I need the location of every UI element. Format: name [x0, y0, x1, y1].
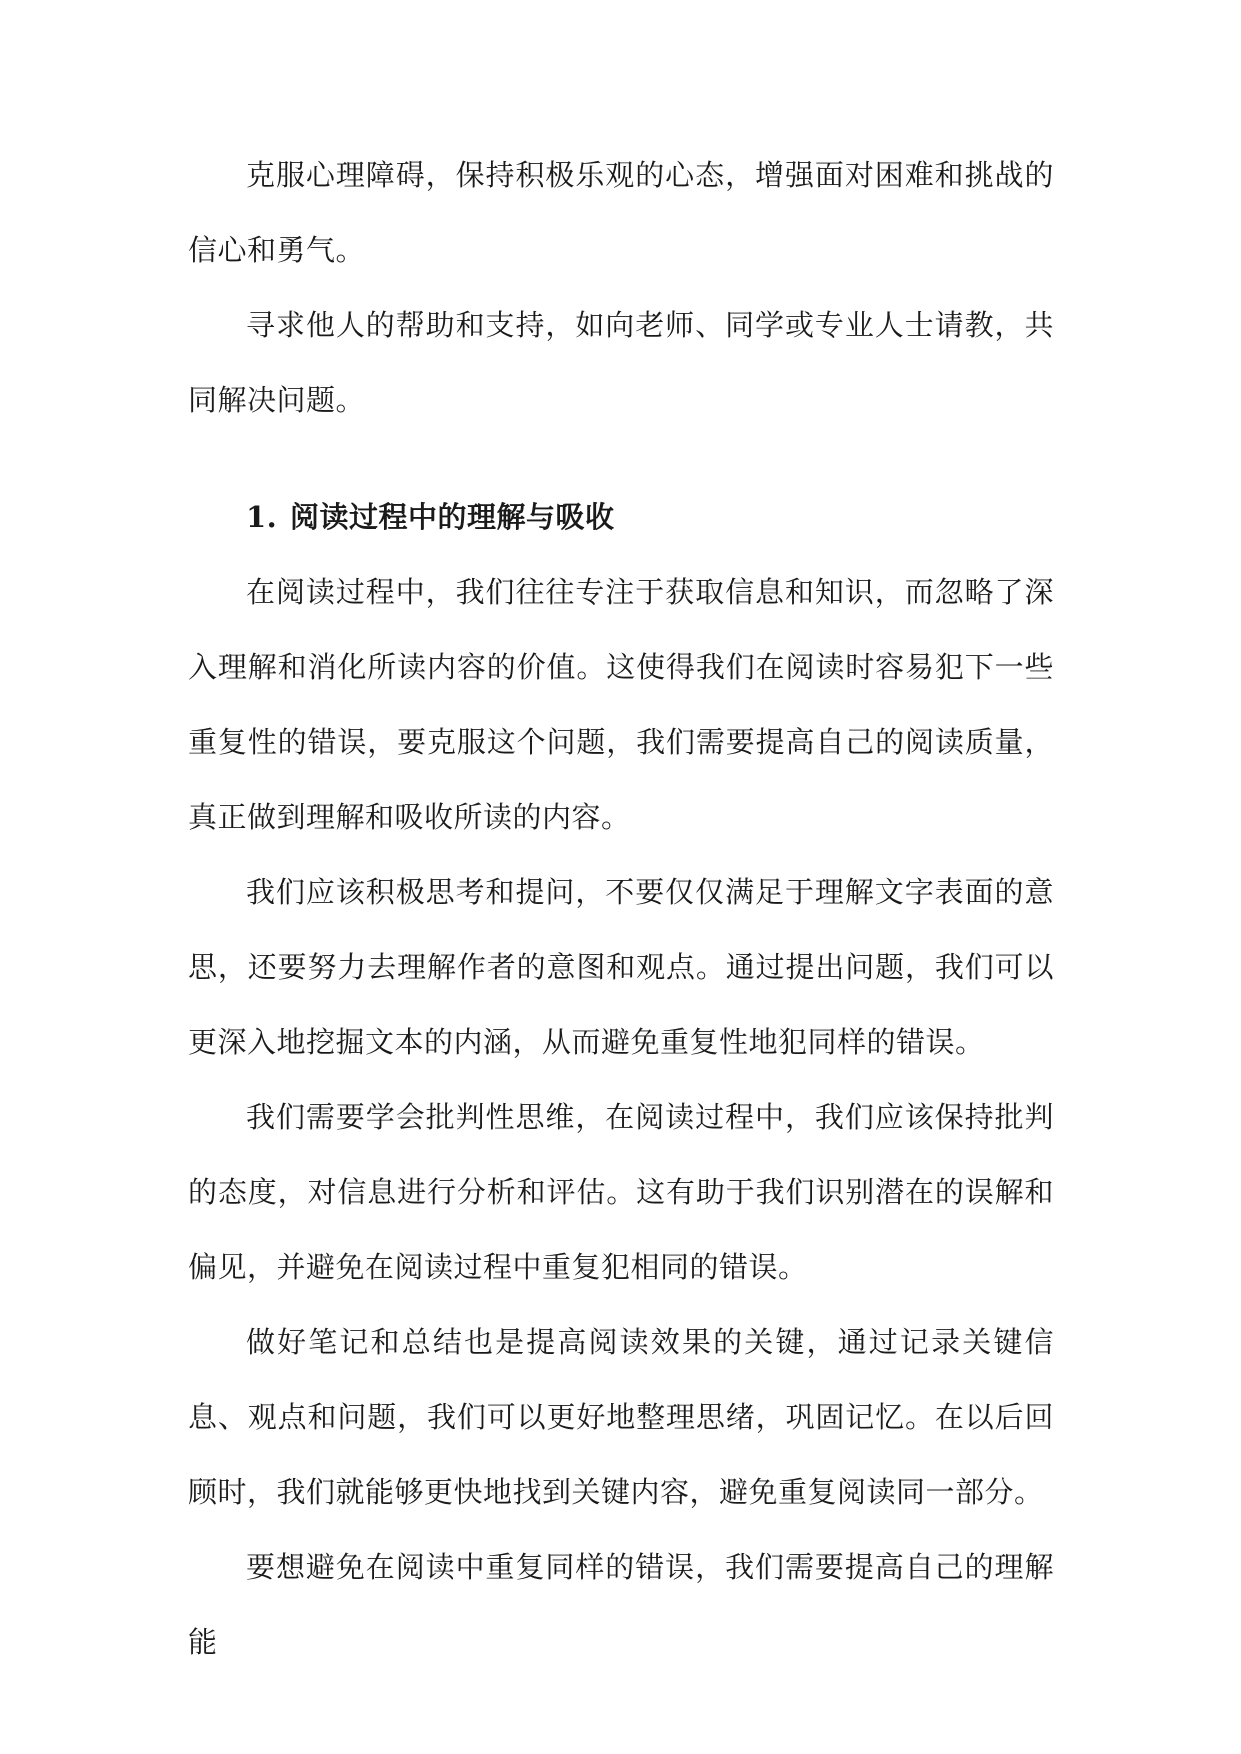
section-heading — [188, 480, 1054, 555]
paragraph-critical-thinking: 我们需要学会批判性思维，在阅读过程中，我们应该保持批判的态度，对信息进行分析和评估。这有助于我们识别潜在的误解和偏见，并避免在阅读过程中重复犯相同的错误。 — [188, 1100, 1054, 1284]
paragraph-avoid-repeat: 要想避免在阅读中重复同样的错误，我们需要提高自己的理解能 — [188, 1550, 1054, 1659]
section-title: 阅读过程中的理解与吸收 — [290, 500, 615, 534]
document-page — [188, 138, 1054, 1680]
paragraph-notes-summary: 做好笔记和总结也是提高阅读效果的关键，通过记录关键信息、观点和问题，我们可以更好地整理思绪，巩固记忆。在以后回顾时，我们就能够更快地找到关键内容，避免重复阅读同一部分。 — [188, 1325, 1054, 1509]
paragraph-seek-help: 寻求他人的帮助和支持，如向老师、同学或专业人士请教，共同解决问题。 — [188, 308, 1054, 417]
paragraph-mindset: 克服心理障碍，保持积极乐观的心态，增强面对困难和挑战的信心和勇气。 — [188, 158, 1054, 267]
section-number: 1. — [246, 500, 278, 534]
paragraph-think-ask: 我们应该积极思考和提问，不要仅仅满足于理解文字表面的意思，还要努力去理解作者的意图和观点。通过提出问题，我们可以更深入地挖掘文本的内涵，从而避免重复性地犯同样的错误。 — [188, 875, 1054, 1059]
paragraph-reading-intro: 在阅读过程中，我们往往专注于获取信息和知识，而忽略了深入理解和消化所读内容的价值。这使得我们在阅读时容易犯下一些重复性的错误，要克服这个问题，我们需要提高自己的阅读质量，真正做到理解和吸收所读的内容。 — [188, 575, 1054, 834]
